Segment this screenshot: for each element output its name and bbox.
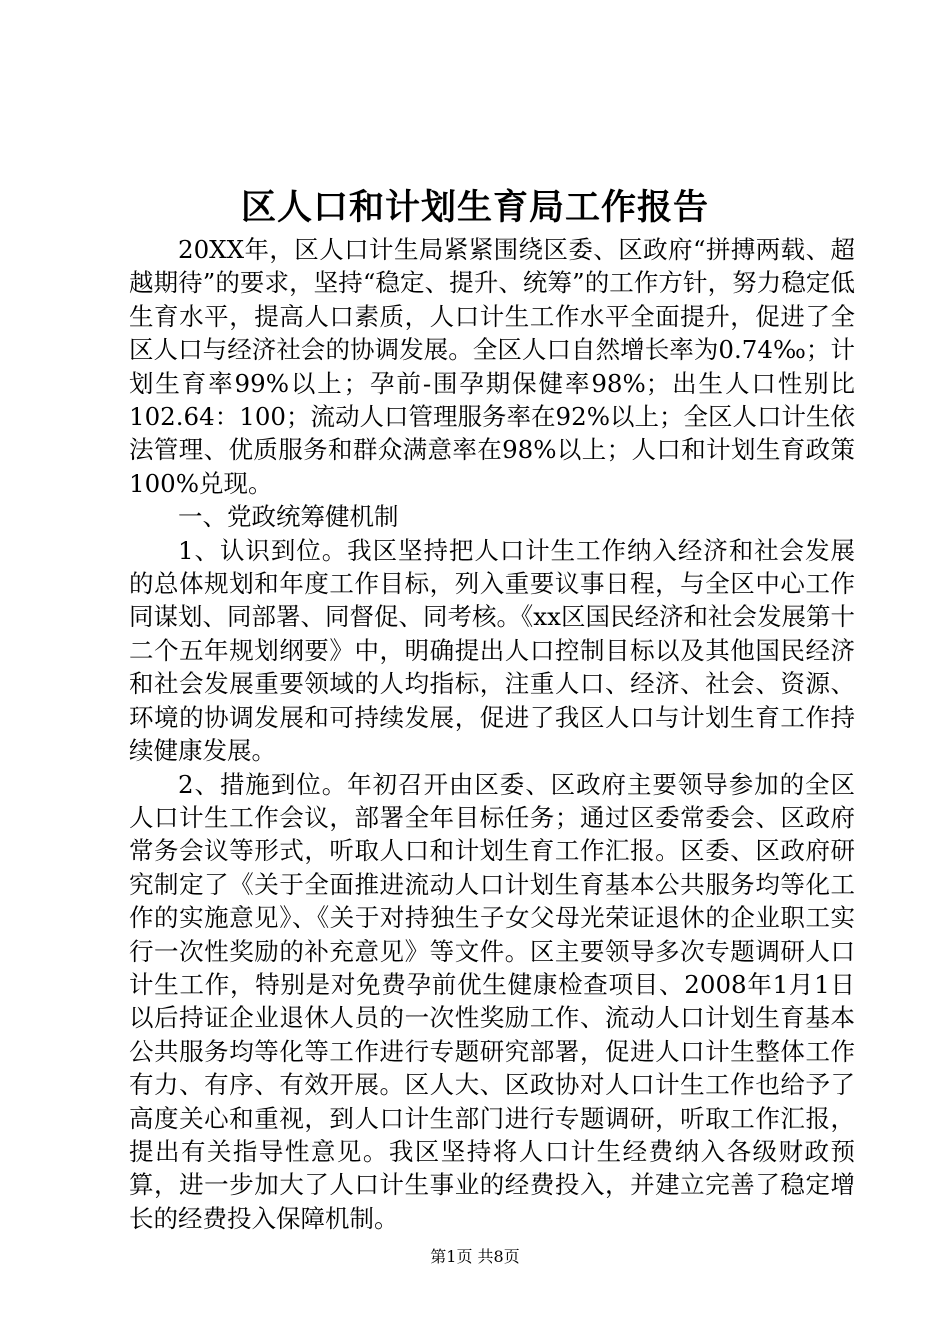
section-heading: 一、党政统筹健机制 [178, 502, 399, 532]
paragraph-item-2: 2、措施到位。年初召开由区委、区政府主要领导参加的全区人口计生工作会议，部署全年目标任务；通过区委常委会、区政府常务会议等形式，听取人口和计划生育工作汇报。区委、区政府研究制定了《关于全面推进流动人口计划生育基本公共服务均等化工作的实施意见》、《关于对持独生子女父母光荣证退休的企业职工实行一次性奖励的补充意见》等文件。区主要领导多次专题调研人口计生工作，特别是对免费孕前优生健康检查项目、2008年1月1日以后持证企业退休人员的一次性奖励工作、流动人口计划生育基本公共服务均等化等工作进行专题研究部署，促进人口计生整体工作有力、有序、有效开展。区人大、区政协对人口计生工作也给予了高度关心和重视，到人口计生部门进行专题调研，听取工作汇报，提出有关指导性意见。我区坚持将人口计生经费纳入各级财政预算，进一步加大了人口计生事业的经费投入，并建立完善了稳定增长的经费投入保障机制。 [129, 769, 855, 1233]
page-number-footer: 第1页 共8页 [430, 1247, 520, 1266]
paragraph-item-1: 1、认识到位。我区坚持把人口计生工作纳入经济和社会发展的总体规划和年度工作目标，列入重要议事日程，与全区中心工作同谋划、同部署、同督促、同考核。《xx区国民经济和社会发展第十二个五年规划纲要》中，明确提出人口控制目标以及其他国民经济和社会发展重要领域的人均指标，注重人口、经济、社会、资源、环境的协调发展和可持续发展，促进了我区人口与计划生育工作持续健康发展。 [129, 535, 855, 766]
document-body [129, 233, 855, 1235]
paragraph-intro: 20XX年，区人口计生局紧紧围绕区委、区政府“拼搏两载、超越期待”的要求，坚持“稳定、提升、统筹”的工作方针，努力稳定低生育水平，提高人口素质，人口计生工作水平全面提升，促进了全区人口与经济社会的协调发展。全区人口自然增长率为0.74‰；计划生育率99%以上；孕前-围孕期保健率98%；出生人口性别比102.64：100；流动人口管理服务率在92%以上；全区人口计生依法管理、优质服务和群众满意率在98%以上；人口和计划生育政策100%兑现。 [129, 235, 855, 498]
document-title: 区人口和计划生育局工作报告 [240, 187, 709, 228]
